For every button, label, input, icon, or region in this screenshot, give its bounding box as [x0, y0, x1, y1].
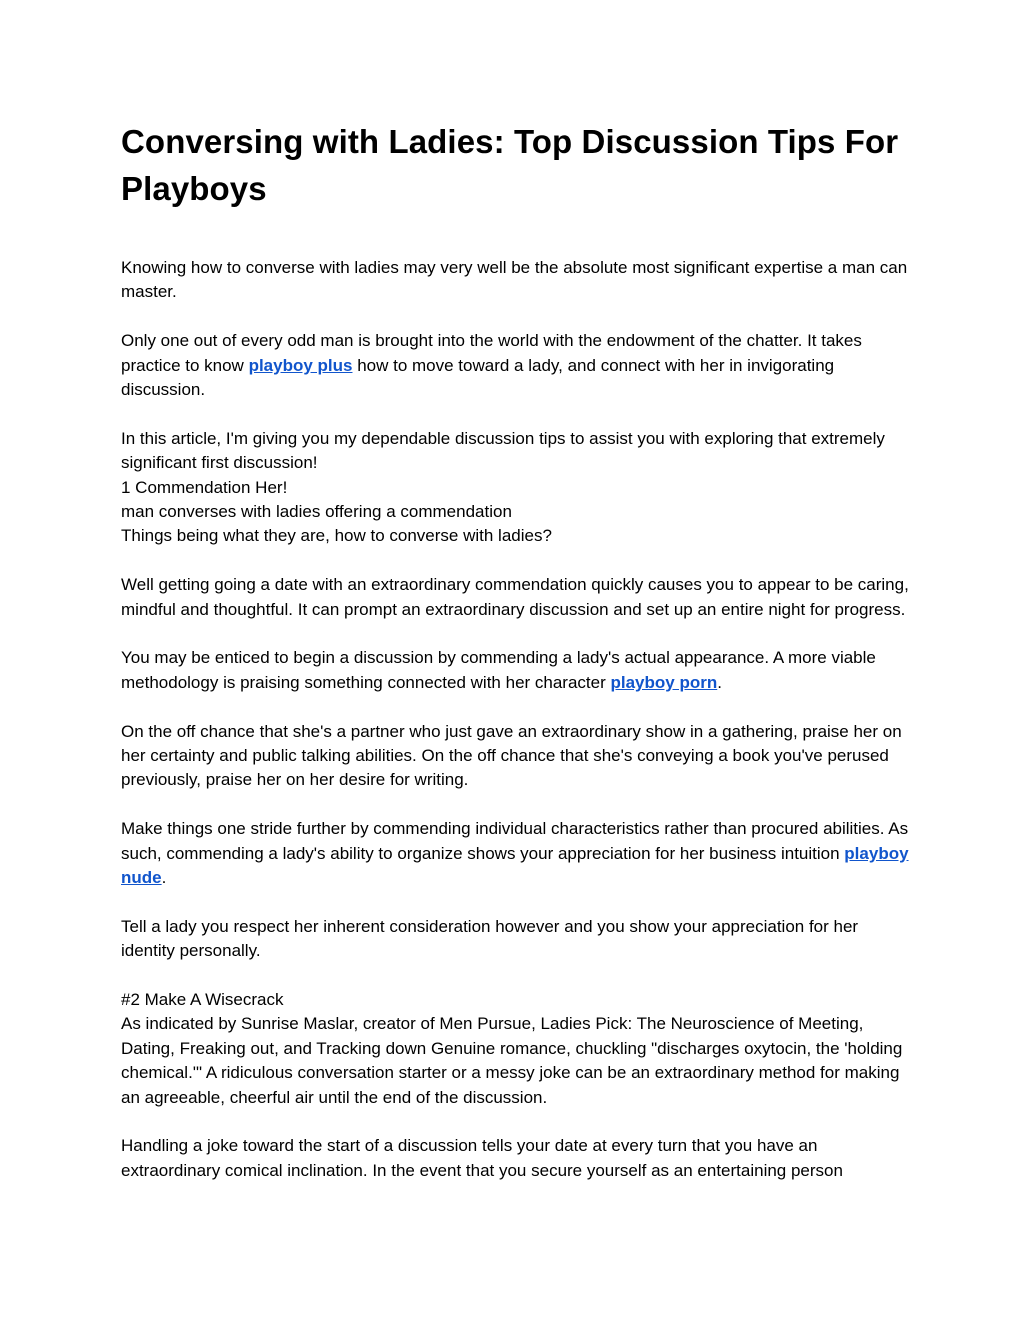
- paragraph-text: .: [161, 868, 167, 888]
- paragraph-joke: Handling a joke toward the start of a discussion tells your date at every turn that you have an extraordinary comical inclination. In the event that you secure yourself as an entertaining person: [121, 1136, 843, 1180]
- paragraph-text: .: [717, 672, 722, 692]
- paragraph-appearance: [121, 646, 911, 695]
- paragraph-commendation: Well getting going a date with an extraordinary commendation quickly causes you to appear to be caring, mindful and thoughtful. It can prompt an extraordinary discussion and set up an entire night for progress.: [121, 575, 909, 619]
- section-heading-wisecrack: #2 Make A Wisecrack: [121, 990, 284, 1010]
- paragraph-examples: On the off chance that she's a partner who just gave an extraordinary show in a gathering, praise her on her certainty and public talking abilities. On the off chance that she's conveying a book you've perused previously, praise her on her desire for writing.: [121, 721, 902, 790]
- playboy-nude-link[interactable]: playboy nude: [121, 843, 909, 888]
- paragraph-characteristics: [121, 817, 911, 890]
- playboy-porn-link[interactable]: playboy porn: [610, 672, 718, 692]
- paragraph-intro: Knowing how to converse with ladies may very well be the absolute most significant expertise a man can master.: [121, 258, 908, 302]
- paragraph-text: As indicated by Sunrise Maslar, creator of Men Pursue, Ladies Pick: The Neuroscience of Meeting, Dating, Freaking out, and Tracking down Genuine romance, chuckling "discharges oxytocin, the 'holding chemical.'" A ridiculous conversation starter or a messy joke can be an extraordinary method for making an agreeable, cheerful air until the end of the discussion.: [121, 1014, 903, 1107]
- paragraph-text: You may be enticed to begin a discussion by commending a lady's actual appearance. A more viable methodology is praising something connected with her character: [121, 648, 876, 692]
- article-body: [121, 256, 911, 1183]
- document-page: [121, 118, 911, 1183]
- paragraph-text: Things being what they are, how to converse with ladies?: [121, 526, 552, 546]
- paragraph-respect: Tell a lady you respect her inherent consideration however and you show your appreciation for her identity personally.: [121, 916, 859, 961]
- paragraph-wisecrack: [121, 988, 911, 1110]
- paragraph-text: Make things one stride further by commending individual characteristics rather than procured abilities. As such, commending a lady's ability to organize shows your appreciation for her business intuition: [121, 819, 909, 863]
- paragraph-text: In this article, I'm giving you my dependable discussion tips to assist you with exploring that extremely significant first discussion!: [121, 428, 885, 473]
- section-heading-commendation: 1 Commendation Her!: [121, 477, 288, 497]
- paragraph-practice: [121, 329, 911, 402]
- page-title: Conversing with Ladies: Top Discussion Tips For Playboys: [121, 123, 899, 207]
- paragraph-text: how to move toward a lady, and connect with her in invigorating discussion.: [121, 355, 835, 400]
- image-caption: man converses with ladies offering a commendation: [121, 502, 512, 522]
- playboy-plus-link[interactable]: playboy plus: [248, 355, 353, 375]
- paragraph-article-intro: [121, 427, 911, 549]
- paragraph-text: Only one out of every odd man is brought into the world with the endowment of the chatter. It takes practice to know: [121, 331, 862, 375]
